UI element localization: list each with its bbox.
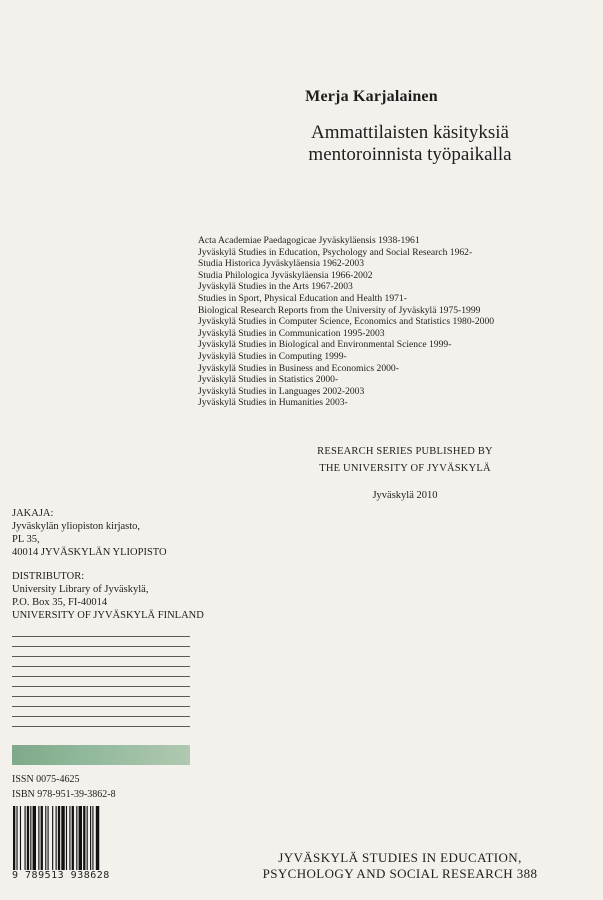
- color-strip: [12, 745, 190, 765]
- book-title: [260, 122, 560, 166]
- distributor-line: P.O. Box 35, FI-40014: [12, 597, 108, 608]
- title-line-1: Ammattilaisten käsityksiä: [311, 122, 509, 143]
- series-item: Biological Research Reports from the University of Jyväskylä 1975-1999: [198, 304, 481, 316]
- distributor-line: UNIVERSITY OF JYVÄSKYLÄ FINLAND: [12, 610, 204, 621]
- author-name: Merja Karjalainen: [305, 88, 438, 105]
- issn-number: ISSN 0075-4625: [12, 774, 80, 785]
- isbn-number: ISBN 978-951-39-3862-8: [12, 789, 116, 800]
- rule-line: [12, 646, 190, 647]
- series-item: Jyväskylä Studies in Business and Economics 2000-: [198, 362, 399, 374]
- publisher-statement: [260, 443, 550, 477]
- series-item: Jyväskylä Studies in the Arts 1967-2003: [198, 281, 353, 293]
- barcode-digits: 9 789513 938628: [12, 870, 140, 881]
- series-item: Jyväskylä Studies in Biological and Environmental Science 1999-: [198, 339, 452, 351]
- jakaja-line: PL 35,: [12, 534, 40, 545]
- place-year: Jyväskylä 2010: [372, 490, 438, 501]
- publisher-line-1: RESEARCH SERIES PUBLISHED BY: [317, 446, 493, 457]
- jakaja-line: 40014 JYVÄSKYLÄN YLIOPISTO: [12, 547, 167, 558]
- jakaja-block: [12, 507, 252, 559]
- series-item: Studia Philologica Jyväskyläensia 1966-2002: [198, 269, 373, 281]
- jakaja-heading: JAKAJA:: [12, 508, 54, 519]
- rule-line: [12, 726, 190, 727]
- series-footer: [230, 850, 570, 882]
- series-item: Jyväskylä Studies in Education, Psychology and Social Research 1962-: [198, 246, 473, 258]
- distributor-line: University Library of Jyväskylä,: [12, 584, 149, 595]
- rule-line: [12, 696, 190, 697]
- series-item: Jyväskylä Studies in Computer Science, Economics and Statistics 1980-2000: [198, 316, 495, 328]
- rule-line: [12, 686, 190, 687]
- distributor-block: [12, 570, 252, 622]
- series-item: Jyväskylä Studies in Humanities 2003-: [198, 397, 348, 409]
- footer-line-2: PSYCHOLOGY AND SOCIAL RESEARCH 388: [262, 866, 538, 881]
- distributor-heading: DISTRIBUTOR:: [12, 571, 85, 582]
- series-item: Jyväskylä Studies in Statistics 2000-: [198, 374, 339, 386]
- footer-line-1: JYVÄSKYLÄ STUDIES IN EDUCATION,: [278, 850, 522, 865]
- rule-line: [12, 656, 190, 657]
- series-item: Jyväskylä Studies in Languages 2002-2003: [198, 385, 365, 397]
- series-item: Studia Historica Jyväskyläensia 1962-2003: [198, 258, 364, 270]
- series-item: Studies in Sport, Physical Education and Health 1971-: [198, 292, 407, 304]
- series-item: Jyväskylä Studies in Computing 1999-: [198, 350, 347, 362]
- publisher-line-2: THE UNIVERSITY OF JYVÄSKYLÄ: [319, 463, 491, 474]
- jakaja-line: Jyväskylän yliopiston kirjasto,: [12, 521, 141, 532]
- rule-line: [12, 666, 190, 667]
- series-item: Jyväskylä Studies in Communication 1995-2003: [198, 327, 385, 339]
- series-item: Acta Academiae Paedagogicae Jyväskyläensis 1938-1961: [198, 235, 420, 246]
- rule-line: [12, 706, 190, 707]
- series-list: [198, 235, 598, 409]
- title-line-2: mentoroinnista työpaikalla: [308, 144, 512, 165]
- rule-line: [12, 716, 190, 717]
- ruled-lines: [12, 636, 190, 736]
- rule-line: [12, 676, 190, 677]
- rule-line: [12, 636, 190, 637]
